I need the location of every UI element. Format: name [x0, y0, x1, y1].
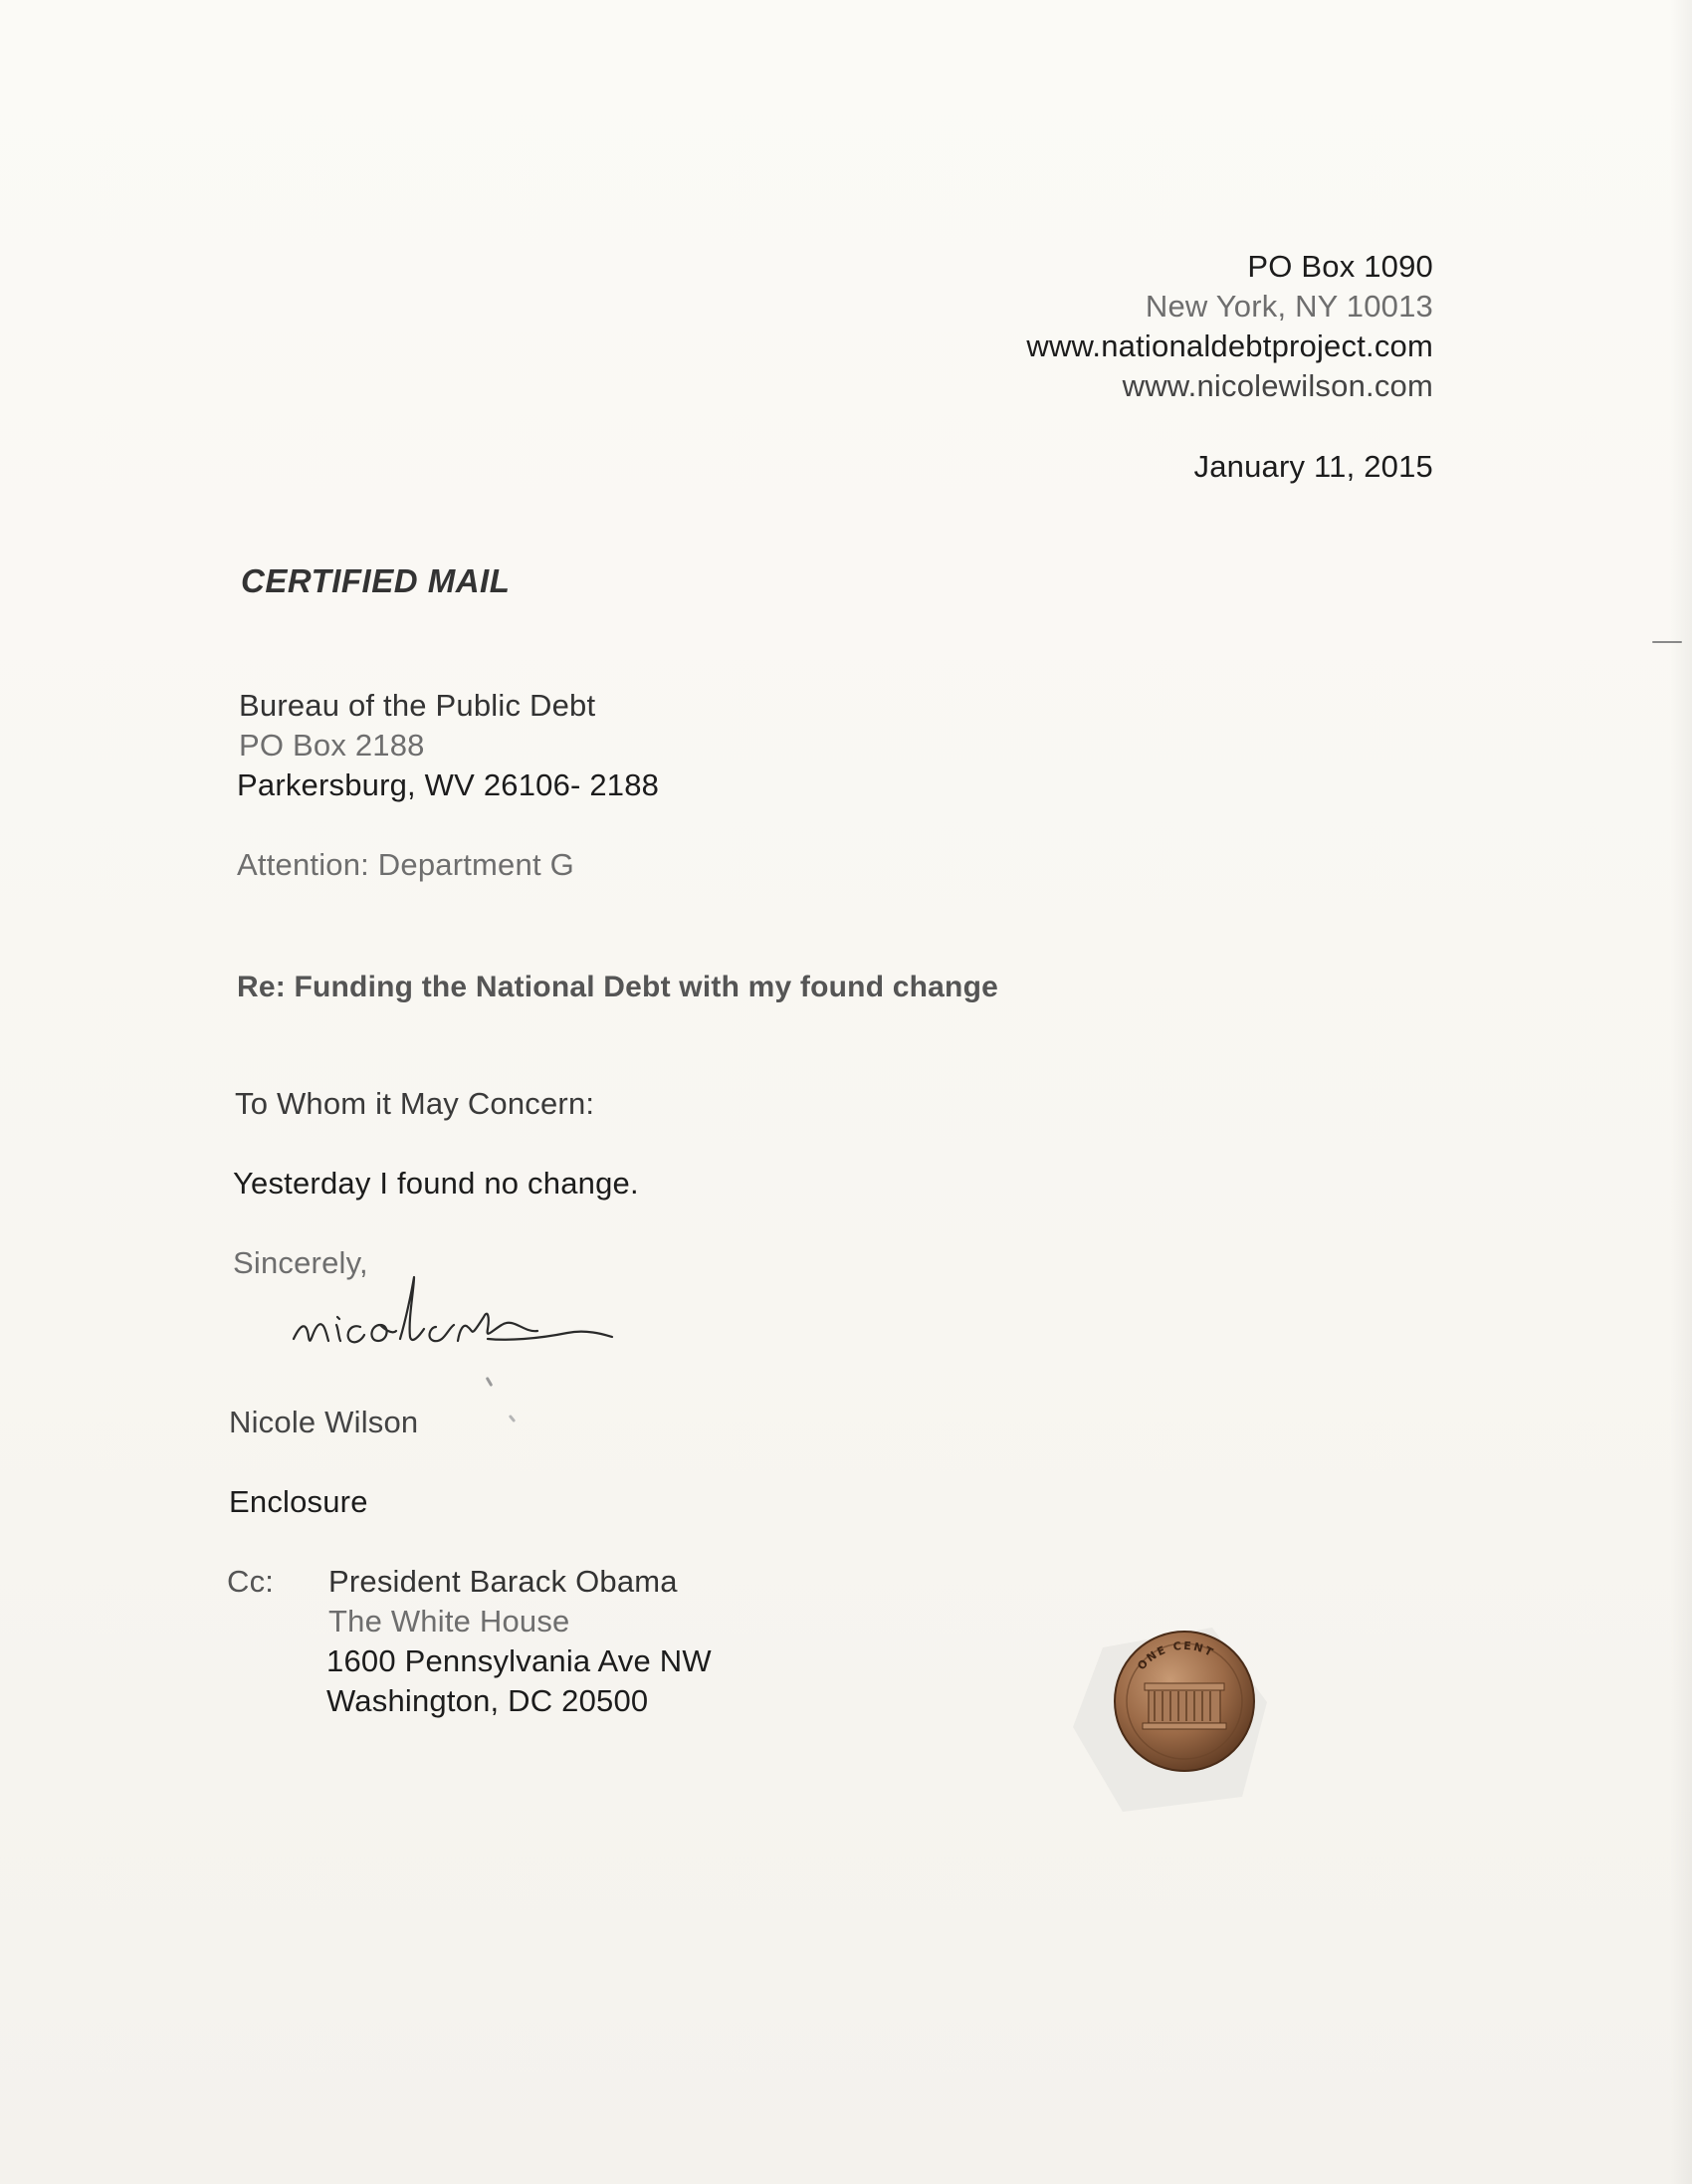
cc-street: 1600 Pennsylvania Ave NW	[326, 1643, 712, 1678]
subject-line: Re: Funding the National Debt with my found change	[237, 971, 998, 1003]
return-po-box: PO Box 1090	[1247, 249, 1433, 284]
return-city-state-zip: New York, NY 10013	[1145, 289, 1433, 324]
cc-label: Cc:	[227, 1564, 275, 1599]
cc-name: President Barack Obama	[328, 1564, 678, 1599]
cc-org: The White House	[328, 1604, 570, 1638]
recipient-po-box: PO Box 2188	[239, 728, 425, 763]
recipient-name: Bureau of the Public Debt	[239, 688, 596, 723]
penny-coin-icon	[1111, 1628, 1258, 1775]
enclosed-penny	[1063, 1608, 1272, 1812]
return-website-national-debt: www.nationaldebtproject.com	[1026, 328, 1433, 363]
handwritten-signature	[289, 1269, 637, 1359]
certified-mail-heading: CERTIFIED MAIL	[241, 562, 511, 599]
enclosure-note: Enclosure	[229, 1484, 368, 1519]
sender-name: Nicole Wilson	[229, 1405, 419, 1439]
salutation: To Whom it May Concern:	[235, 1086, 595, 1121]
return-website-nicole: www.nicolewilson.com	[1122, 368, 1433, 403]
svg-text:ONE CENT: ONE CENT	[1135, 1638, 1217, 1673]
closing: Sincerely,	[233, 1245, 368, 1280]
paper-speck	[1652, 641, 1682, 643]
recipient-city-state-zip: Parkersburg, WV 26106- 2188	[237, 767, 660, 802]
cc-city-state-zip: Washington, DC 20500	[326, 1683, 649, 1718]
recipient-attention: Attention: Department G	[237, 847, 574, 882]
paper-speck	[509, 1415, 516, 1422]
paper-speck	[486, 1377, 494, 1387]
letter-body: Yesterday I found no change.	[233, 1166, 639, 1201]
letter-date: January 11, 2015	[1193, 449, 1433, 484]
